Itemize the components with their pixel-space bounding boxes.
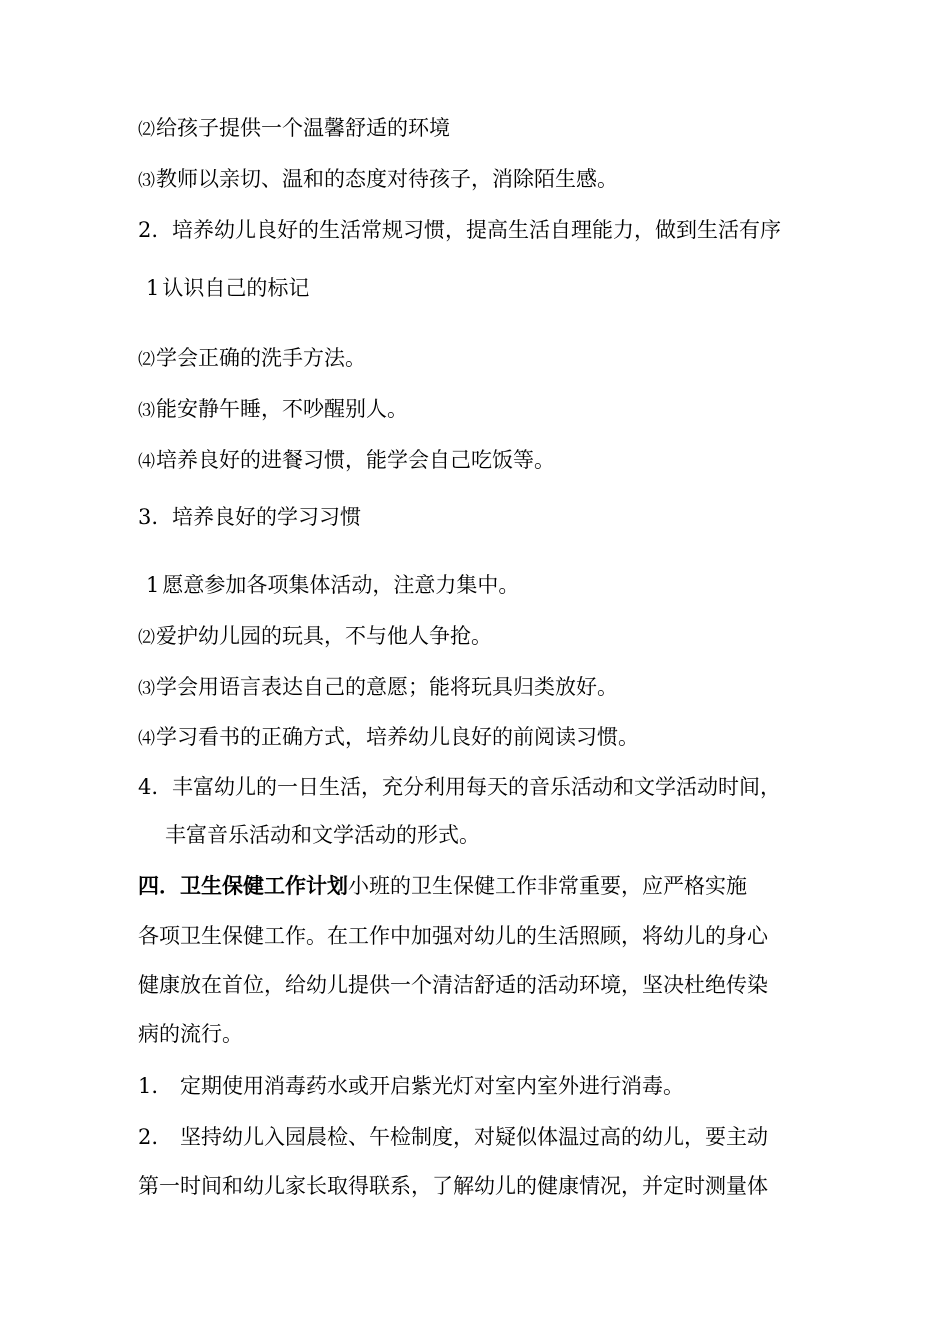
list-item-continuation (138, 1172, 768, 1200)
list-item (138, 503, 361, 531)
paragraph-line (138, 1020, 243, 1048)
paragraph-text: 病的流行。 (138, 1022, 243, 1046)
section-4-intro (138, 872, 747, 900)
paragraph-line (138, 922, 768, 950)
item-text: 培养良好的进餐习惯，能学会自己吃饭等。 (156, 448, 555, 472)
item-text: 爱护幼儿园的玩具，不与他人争抢。 (156, 624, 492, 648)
list-item (138, 622, 492, 652)
list-item-continuation (165, 821, 480, 849)
item-text: 愿意参加各项集体活动，注意力集中。 (162, 573, 520, 597)
item-text: 丰富音乐活动和文学活动的形式。 (165, 823, 480, 847)
list-item (146, 571, 519, 599)
item-marker: ⑶ (138, 171, 154, 191)
item-text: 学会用语言表达自己的意愿；能将玩具归类放好。 (156, 675, 618, 699)
item-marker: ⑷ (138, 452, 154, 472)
item-marker: ⑶ (138, 679, 154, 699)
paragraph-text: 健康放在首位，给幼儿提供一个清洁舒适的活动环境，坚决杜绝传染 (138, 973, 768, 997)
item-text: 定期使用消毒药水或开启紫光灯对室内室外进行消毒。 (180, 1074, 685, 1098)
list-item (138, 114, 450, 144)
list-item (138, 1072, 684, 1100)
list-item (146, 274, 309, 302)
item-marker: ⑵ (138, 120, 154, 140)
item-marker: ⑵ (138, 350, 154, 370)
item-text: 教师以亲切、温和的态度对待孩子，消除陌生感。 (156, 167, 618, 191)
section-heading: 四．卫生保健工作计划 (138, 874, 348, 898)
list-item (138, 165, 618, 195)
item-marker: 2. (138, 218, 159, 242)
item-marker: ⑵ (138, 628, 154, 648)
list-item (138, 1123, 768, 1151)
item-text: 学习看书的正确方式，培养幼儿良好的前阅读习惯。 (156, 725, 639, 749)
list-item (138, 446, 555, 476)
item-marker: 1 (146, 276, 160, 300)
list-item (138, 395, 408, 425)
list-item (138, 344, 366, 374)
item-marker: 1 (146, 573, 160, 597)
list-item (138, 723, 639, 753)
list-item (138, 216, 781, 244)
list-item (138, 673, 618, 703)
item-text: 培养良好的学习习惯 (172, 505, 362, 529)
item-marker: ⑶ (138, 401, 154, 421)
item-text: 给孩子提供一个温馨舒适的环境 (156, 116, 450, 140)
item-text: 能安静午睡，不吵醒别人。 (156, 397, 408, 421)
item-text: 坚持幼儿入园晨检、午检制度，对疑似体温过高的幼儿，要主动 (180, 1125, 769, 1149)
item-marker: ⑷ (138, 729, 154, 749)
paragraph-line (138, 971, 768, 999)
item-text: 丰富幼儿的一日生活，充分利用每天的音乐活动和文学活动时间， (172, 775, 782, 799)
item-text: 认识自己的标记 (162, 276, 310, 300)
item-marker: 1. (138, 1074, 159, 1098)
list-item (138, 773, 781, 801)
item-text: 学会正确的洗手方法。 (156, 346, 366, 370)
item-marker: 4. (138, 775, 159, 799)
item-marker: 3. (138, 505, 159, 529)
paragraph-text: 小班的卫生保健工作非常重要，应严格实施 (348, 874, 747, 898)
paragraph-text: 各项卫生保健工作。在工作中加强对幼儿的生活照顾，将幼儿的身心 (138, 924, 768, 948)
item-text: 第一时间和幼儿家长取得联系，了解幼儿的健康情况，并定时测量体 (138, 1174, 768, 1198)
item-text: 培养幼儿良好的生活常规习惯，提高生活自理能力，做到生活有序 (172, 218, 782, 242)
item-marker: 2. (138, 1125, 159, 1149)
